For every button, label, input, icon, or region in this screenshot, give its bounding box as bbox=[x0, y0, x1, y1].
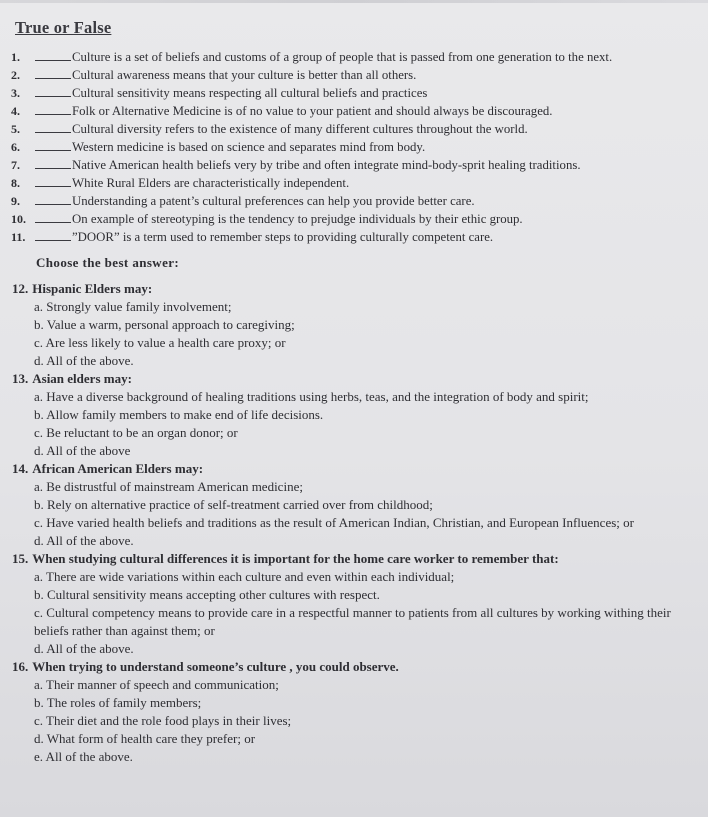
tf-item-text: Folk or Alternative Medicine is of no value to your patient and should always be discouraged. bbox=[72, 104, 553, 118]
tf-item bbox=[11, 230, 701, 248]
question-heading bbox=[12, 370, 702, 388]
answer-option[interactable]: d. All of the above. bbox=[34, 353, 134, 368]
tf-item-number: 1. bbox=[11, 50, 20, 64]
tf-item bbox=[11, 140, 701, 158]
choose-heading: Choose the best answer: bbox=[36, 255, 180, 270]
answer-blank[interactable] bbox=[35, 140, 71, 151]
answer-option[interactable]: b. Cultural sensitivity means accepting other cultures with respect. bbox=[34, 587, 380, 602]
tf-item bbox=[11, 104, 701, 122]
tf-item-number: 5. bbox=[11, 122, 20, 136]
answer-option[interactable]: d. All of the above. bbox=[34, 533, 134, 548]
question-heading bbox=[12, 280, 702, 298]
tf-item-text: Culture is a set of beliefs and customs of a group of people that is passed from one generation to the next. bbox=[72, 50, 613, 64]
tf-item-text: ”DOOR” is a term used to remember steps to providing culturally competent care. bbox=[72, 230, 494, 244]
tf-item-text: Cultural diversity refers to the existence of many different cultures throughout the world. bbox=[72, 122, 528, 136]
question-text: When studying cultural differences it is important for the home care worker to remember that: bbox=[32, 551, 559, 566]
question-number: 15. bbox=[12, 551, 29, 566]
answer-option[interactable]: b. Value a warm, personal approach to caregiving; bbox=[34, 317, 295, 332]
answer-blank[interactable] bbox=[35, 86, 71, 97]
question-heading bbox=[12, 658, 702, 676]
multiple-choice-list bbox=[12, 280, 702, 766]
answer-option[interactable]: c. Are less likely to value a health care proxy; or bbox=[34, 335, 286, 350]
answer-option[interactable]: c. Have varied health beliefs and traditions as the result of American Indian, Christian, and European Influences; or bbox=[34, 515, 634, 530]
tf-item bbox=[11, 212, 701, 230]
tf-item-text: White Rural Elders are characteristically independent. bbox=[72, 176, 350, 190]
answer-option[interactable]: d. What form of health care they prefer; or bbox=[34, 731, 256, 746]
question-text: African American Elders may: bbox=[32, 461, 204, 476]
tf-item-text: On example of stereotyping is the tendency to prejudge individuals by their ethic group. bbox=[72, 212, 523, 226]
question-heading bbox=[12, 550, 702, 568]
tf-item bbox=[11, 122, 701, 140]
tf-item-number: 2. bbox=[11, 68, 20, 82]
tf-item-number: 9. bbox=[11, 194, 20, 208]
answer-blank[interactable] bbox=[35, 122, 71, 133]
tf-item-number: 8. bbox=[11, 176, 20, 190]
answer-blank[interactable] bbox=[35, 194, 71, 205]
question-number: 13. bbox=[12, 371, 29, 386]
tf-item-text: Understanding a patent’s cultural preferences can help you provide better care. bbox=[72, 194, 475, 208]
answer-option[interactable]: d. All of the above bbox=[34, 443, 131, 458]
answer-option[interactable]: a. There are wide variations within each culture and even within each individual; bbox=[34, 569, 455, 584]
answer-blank[interactable] bbox=[35, 212, 71, 223]
tf-item bbox=[11, 86, 701, 104]
answer-option[interactable]: c. Be reluctant to be an organ donor; or bbox=[34, 425, 238, 440]
question-text: Asian elders may: bbox=[32, 371, 132, 386]
answer-option[interactable]: c. Cultural competency means to provide care in a respectful manner to patients from all cultures by working withing their beliefs rather than against them; or bbox=[34, 605, 671, 638]
question-number: 12. bbox=[12, 281, 29, 296]
tf-item bbox=[11, 158, 701, 176]
tf-item-number: 4. bbox=[11, 104, 20, 118]
answer-option[interactable]: a. Their manner of speech and communication; bbox=[34, 677, 279, 692]
answer-option[interactable]: a. Have a diverse background of healing traditions using herbs, teas, and the integration of body and spirit; bbox=[34, 389, 589, 404]
tf-item bbox=[11, 68, 701, 86]
answer-option[interactable]: a. Be distrustful of mainstream American medicine; bbox=[34, 479, 303, 494]
answer-blank[interactable] bbox=[35, 68, 71, 79]
tf-item-text: Western medicine is based on science and separates mind from body. bbox=[72, 140, 426, 154]
tf-item-text: Cultural awareness means that your culture is better than all others. bbox=[72, 68, 417, 82]
tf-item-number: 3. bbox=[11, 86, 20, 100]
question-text: When trying to understand someone’s culture , you could observe. bbox=[32, 659, 399, 674]
tf-item-number: 10. bbox=[11, 212, 26, 226]
answer-option[interactable]: d. All of the above. bbox=[34, 641, 134, 656]
tf-item-number: 6. bbox=[11, 140, 20, 154]
answer-blank[interactable] bbox=[35, 230, 71, 241]
answer-option[interactable]: c. Their diet and the role food plays in their lives; bbox=[34, 713, 292, 728]
answer-blank[interactable] bbox=[35, 176, 71, 187]
question-heading bbox=[12, 460, 702, 478]
tf-item bbox=[11, 176, 701, 194]
answer-option[interactable]: b. Allow family members to make end of life decisions. bbox=[34, 407, 324, 422]
true-false-list bbox=[11, 50, 701, 248]
answer-option[interactable]: b. Rely on alternative practice of self-treatment carried over from childhood; bbox=[34, 497, 433, 512]
answer-option[interactable]: b. The roles of family members; bbox=[34, 695, 202, 710]
answer-blank[interactable] bbox=[35, 158, 71, 169]
question-number: 16. bbox=[12, 659, 29, 674]
tf-item-number: 7. bbox=[11, 158, 20, 172]
answer-option[interactable]: a. Strongly value family involvement; bbox=[34, 299, 232, 314]
tf-item-text: Native American health beliefs very by tribe and often integrate mind-body-sprit healing traditions. bbox=[72, 158, 581, 172]
tf-item bbox=[11, 194, 701, 212]
answer-blank[interactable] bbox=[35, 50, 71, 61]
page-top-edge bbox=[0, 0, 708, 3]
answer-option[interactable]: e. All of the above. bbox=[34, 749, 133, 764]
tf-item-number: 11. bbox=[11, 230, 26, 244]
tf-item bbox=[11, 50, 701, 68]
answer-blank[interactable] bbox=[35, 104, 71, 115]
section-title-true-false: True or False bbox=[15, 18, 112, 37]
question-number: 14. bbox=[12, 461, 29, 476]
tf-item-text: Cultural sensitivity means respecting all cultural beliefs and practices bbox=[72, 86, 428, 100]
question-text: Hispanic Elders may: bbox=[32, 281, 153, 296]
